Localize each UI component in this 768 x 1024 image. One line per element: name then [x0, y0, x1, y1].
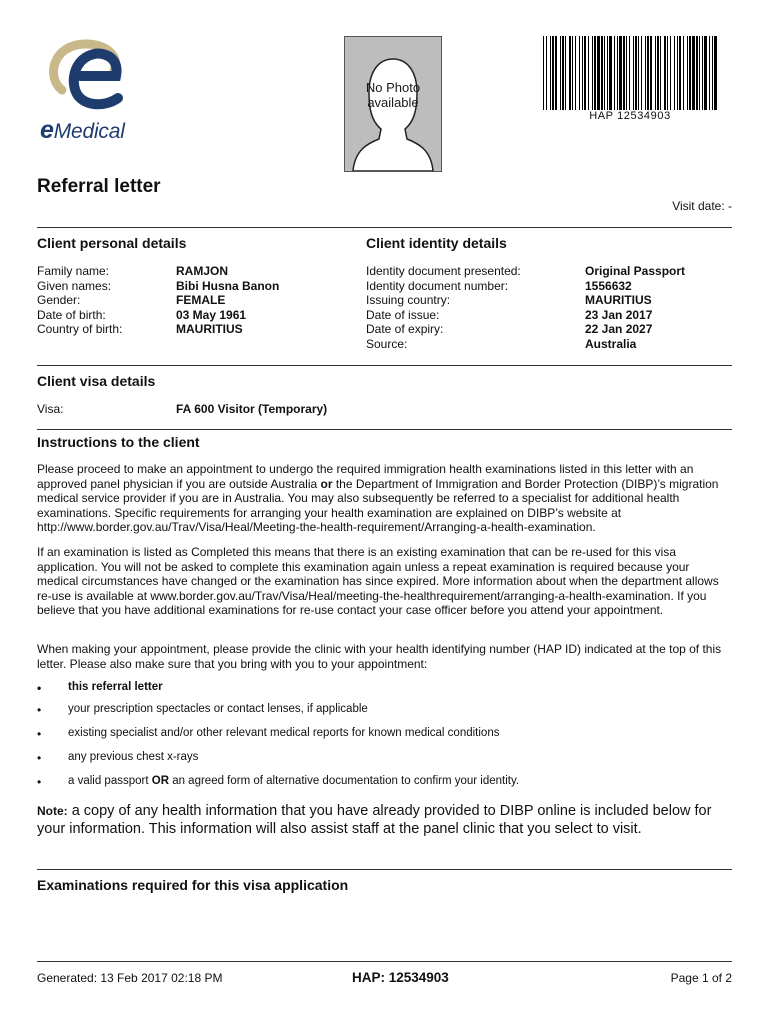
barcode-bar: [679, 36, 681, 110]
logo-medical: Medical: [53, 120, 125, 143]
divider: [37, 869, 732, 870]
emphasis-or: or: [320, 476, 333, 491]
barcode-bar: [579, 36, 580, 110]
detail-label: Identity document number:: [366, 278, 509, 293]
barcode-bar: [674, 36, 675, 110]
bring-items-list: [37, 680, 727, 798]
barcode-bar: [629, 36, 630, 110]
barcode-bar: [601, 36, 603, 110]
detail-value: 03 May 1961: [176, 307, 247, 322]
detail-row: [366, 337, 736, 352]
list-item: [37, 702, 727, 726]
list-item-text-part: an agreed form of alternative documentation to confirm your identity.: [169, 775, 520, 787]
generated-timestamp: Generated: 13 Feb 2017 02:18 PM: [37, 971, 223, 985]
instructions-paragraph-2: If an examination is listed as Completed this means that there is an existing examination that can be re-used for this visa application. You will not be asked to complete this examination again unless a repeat examination is required because your medical circumstances have changed or the examination has since expired. More information about when the department allows re-use is available at www.border.gov.au/Trav/Visa/Heal/meeting-the-healthrequirement/arranging-a-health-examination. If you believe that you have additional examinations for re-use contact your case officer before you attend your appointment.: [37, 545, 719, 618]
barcode-bar: [657, 36, 659, 110]
list-item: [37, 726, 727, 750]
barcode-bar: [638, 36, 639, 110]
detail-value: 23 Jan 2017: [585, 307, 653, 322]
barcode-bar: [565, 36, 566, 110]
paragraph-text: Please proceed to make an appointment to undergo the required immigration health examinations listed in this letter with an approved panel physician if you are outside Australia: [37, 462, 694, 491]
detail-label: Country of birth:: [37, 322, 123, 337]
logo-e: e: [40, 116, 54, 144]
detail-row: [37, 279, 337, 294]
detail-row: [37, 264, 337, 279]
detail-label: Gender:: [37, 293, 81, 308]
barcode-bar: [609, 36, 612, 110]
detail-label: Identity document presented:: [366, 264, 521, 278]
list-item-text-part: a valid passport: [68, 775, 152, 787]
barcode-bar: [619, 36, 622, 110]
barcode-bar: [702, 36, 703, 110]
detail-row: [366, 308, 736, 323]
detail-row: [366, 279, 736, 294]
visa-details-heading: Client visa details: [37, 373, 156, 389]
barcode-bar: [692, 36, 695, 110]
detail-row: [366, 264, 736, 279]
detail-label: Date of issue:: [366, 307, 440, 322]
barcode-bar: [594, 36, 596, 110]
list-item: [37, 750, 727, 774]
barcode-bar: [689, 36, 691, 110]
list-item: [37, 680, 727, 702]
detail-label: Given names:: [37, 278, 112, 293]
instructions-paragraph-1: [37, 462, 733, 535]
identity-details-list: [366, 264, 736, 352]
detail-row: [37, 308, 337, 323]
note-paragraph: [37, 802, 727, 838]
emphasis-or: OR: [151, 775, 169, 787]
visa-label: Visa:: [37, 402, 64, 416]
barcode-bar: [584, 36, 586, 110]
barcode-bar: [617, 36, 618, 110]
barcode-bar: [546, 36, 547, 110]
detail-value: MAURITIUS: [585, 293, 652, 308]
divider: [37, 429, 732, 430]
list-item: [37, 774, 727, 798]
list-item-text: this referral letter: [68, 681, 163, 693]
barcode-bar: [592, 36, 593, 110]
emedical-logo-text: [40, 116, 125, 145]
list-item-text: your prescription spectacles or contact lenses, if applicable: [68, 703, 368, 715]
no-photo-label: [352, 80, 434, 110]
detail-row: [366, 293, 736, 308]
detail-value: 1556632: [585, 278, 632, 293]
personal-details-list: [37, 264, 337, 337]
visa-details-list: [37, 402, 437, 417]
barcode-bar: [709, 36, 710, 110]
detail-label: Family name:: [37, 264, 110, 278]
no-photo-line2: available: [367, 95, 419, 110]
barcode-bar: [687, 36, 688, 110]
barcode-bar: [696, 36, 698, 110]
barcode-bar: [714, 36, 717, 110]
barcode-bar: [572, 36, 573, 110]
detail-value: 22 Jan 2027: [585, 322, 653, 337]
detail-value: RAMJON: [176, 264, 229, 278]
barcode-bar: [569, 36, 571, 110]
barcode-bar: [677, 36, 678, 110]
barcode-bar: [683, 36, 684, 110]
barcode-bar: [650, 36, 652, 110]
identity-details-heading: Client identity details: [366, 235, 507, 251]
barcode-bar: [543, 36, 544, 110]
barcode-bar: [604, 36, 605, 110]
detail-row: [37, 322, 337, 337]
barcode-bar: [647, 36, 649, 110]
detail-label: Source:: [366, 336, 408, 351]
barcode-bar: [550, 36, 551, 110]
detail-label: Issuing country:: [366, 293, 451, 308]
list-item-text: any previous chest x-rays: [68, 751, 199, 763]
barcode-bar: [607, 36, 608, 110]
detail-value: MAURITIUS: [176, 322, 243, 337]
barcode-bar: [614, 36, 615, 110]
barcode-bar: [588, 36, 589, 110]
paragraph-text: the Department of Immigration and Border Protection (DIBP)’s migration medical service provider if you are in Australia. You may also subsequently be referred to a specialist for additional health examinations. Specific requirements for arranging your health examination are explained on DIBP’s website at http://www.border.gov.au/Trav/Visa/Heal/Meeting-the-health-requirement/Arranging-a-health-examination.: [37, 476, 719, 535]
bullet-icon: •: [37, 703, 42, 717]
personal-details-heading: Client personal details: [37, 235, 187, 251]
barcode-bar: [670, 36, 671, 110]
footer-hap-id: HAP: 12534903: [352, 970, 449, 985]
barcode-icon: [542, 36, 718, 110]
no-photo-line1: No Photo: [365, 80, 421, 95]
barcode-bar: [704, 36, 707, 110]
detail-value: Original Passport: [585, 264, 686, 278]
instructions-heading: Instructions to the client: [37, 434, 200, 450]
detail-row: [366, 322, 736, 337]
barcode-bar: [562, 36, 564, 110]
bullet-icon: •: [37, 775, 42, 789]
note-text: a copy of any health information that you have already provided to DIBP online is included below for your information. This information will also assist staff at the panel clinic that you select to visit.: [37, 803, 712, 837]
list-item-text: existing specialist and/or other relevant medical reports for known medical conditions: [68, 727, 500, 739]
divider: [37, 365, 732, 366]
barcode-number: HAP 12534903: [589, 110, 671, 122]
page-number: Page 1 of 2: [670, 971, 732, 985]
barcode-bar: [699, 36, 700, 110]
list-item-text: [68, 775, 519, 787]
barcode-bar: [633, 36, 634, 110]
barcode-bar: [641, 36, 642, 110]
page-title: Referral letter: [37, 176, 161, 197]
detail-label: Date of expiry:: [366, 322, 444, 337]
barcode-bar: [552, 36, 554, 110]
barcode-bar: [597, 36, 600, 110]
barcode-bar: [560, 36, 561, 110]
detail-value: Bibi Husna Banon: [176, 278, 280, 293]
detail-row: [37, 293, 337, 308]
barcode-bar: [655, 36, 656, 110]
barcode-bar: [712, 36, 713, 110]
detail-value: FEMALE: [176, 293, 226, 308]
visa-value: FA 600 Visitor (Temporary): [176, 402, 328, 416]
barcode-bar: [555, 36, 557, 110]
barcode-bar: [660, 36, 661, 110]
instructions-paragraph-3: When making your appointment, please provide the clinic with your health identifying number (HAP ID) indicated at the top of this letter. Please also make sure that you bring with you to your appointment:: [37, 642, 722, 671]
barcode-bar: [582, 36, 583, 110]
footer-divider: [37, 961, 732, 962]
barcode-bar: [635, 36, 637, 110]
barcode-bar: [645, 36, 646, 110]
barcode-bar: [664, 36, 666, 110]
barcode-bar: [623, 36, 625, 110]
bullet-icon: •: [37, 681, 42, 695]
detail-row: [37, 402, 437, 417]
detail-label: Date of birth:: [37, 307, 106, 322]
barcode-bar: [626, 36, 627, 110]
barcode-bar: [575, 36, 576, 110]
barcode-bar: [667, 36, 668, 110]
bullet-icon: •: [37, 751, 42, 765]
visit-date: Visit date: -: [672, 199, 732, 213]
note-label: Note:: [37, 804, 68, 818]
exams-heading: Examinations required for this visa application: [37, 877, 349, 893]
divider: [37, 227, 732, 228]
bullet-icon: •: [37, 727, 42, 741]
detail-value: Australia: [585, 336, 637, 351]
